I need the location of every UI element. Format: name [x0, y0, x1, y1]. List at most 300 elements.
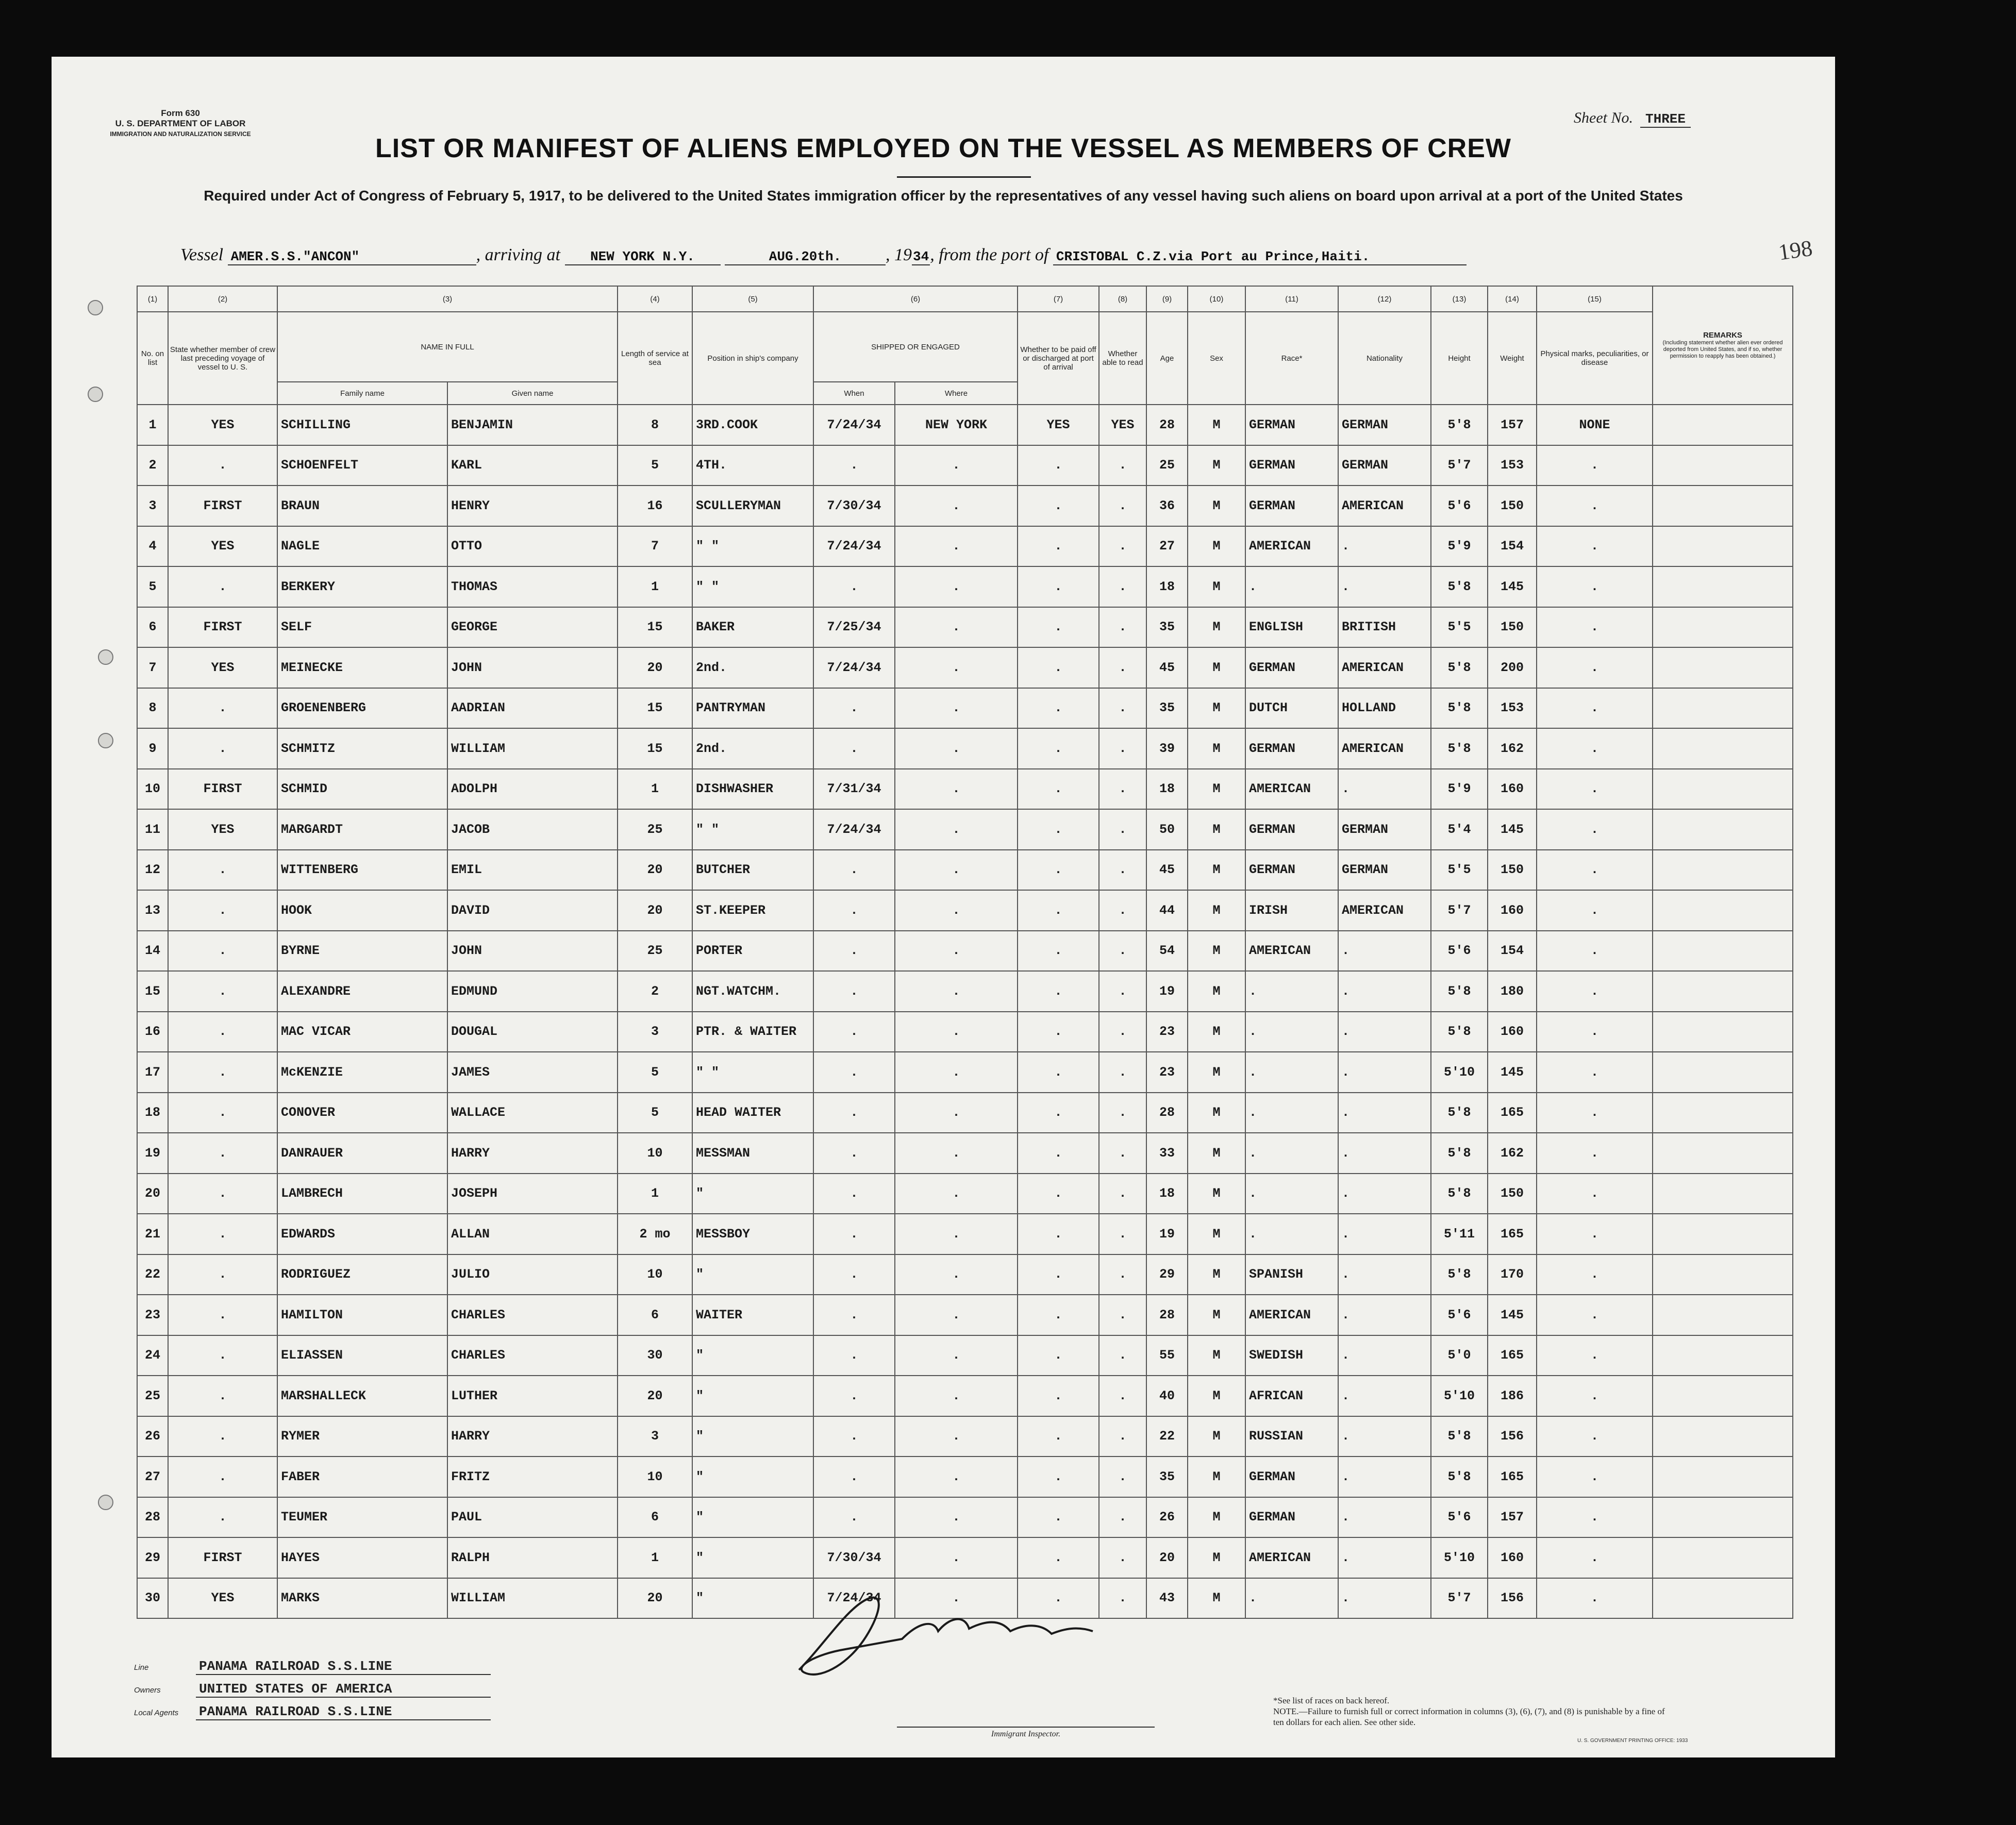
cell-age: 19 — [1146, 1214, 1188, 1254]
cell-length: 16 — [618, 485, 692, 526]
cell-age: 55 — [1146, 1335, 1188, 1376]
cell-age: 35 — [1146, 688, 1188, 729]
cell-given-name: THOMAS — [447, 566, 618, 607]
cell-weight: 154 — [1488, 931, 1537, 972]
vessel-label: Vessel — [180, 245, 224, 264]
cell-race: DUTCH — [1245, 688, 1338, 729]
cell-age: 43 — [1146, 1578, 1188, 1619]
cell-sex: M — [1188, 1537, 1245, 1578]
cell-length: 20 — [618, 850, 692, 891]
col-number: (15) — [1537, 286, 1653, 312]
cell-family-name: FABER — [277, 1456, 447, 1497]
cell-weight: 153 — [1488, 688, 1537, 729]
cell-position: " " — [692, 1052, 813, 1093]
cell-length: 5 — [618, 445, 692, 486]
cell-no: 18 — [137, 1093, 168, 1133]
line-row — [134, 1659, 491, 1675]
cell-physical: . — [1537, 1133, 1653, 1174]
cell-able-to-read: . — [1099, 971, 1146, 1012]
col-number: (13) — [1431, 286, 1488, 312]
cell-sex: M — [1188, 405, 1245, 445]
table-row — [137, 405, 1793, 445]
cell-where: . — [895, 445, 1018, 486]
cell-where: . — [895, 809, 1018, 850]
cell-height: 5'9 — [1431, 769, 1488, 810]
cell-given-name: ALLAN — [447, 1214, 618, 1254]
cell-no: 24 — [137, 1335, 168, 1376]
cell-race: . — [1245, 1133, 1338, 1174]
header-able-to-read: Whether able to read — [1099, 312, 1146, 405]
cell-given-name: WILLIAM — [447, 1578, 618, 1619]
header-race: Race* — [1245, 312, 1338, 405]
cell-able-to-read: . — [1099, 931, 1146, 972]
cell-given-name: AADRIAN — [447, 688, 618, 729]
col-number: (14) — [1488, 286, 1537, 312]
cell-sex: M — [1188, 1456, 1245, 1497]
cell-nationality: GERMAN — [1338, 850, 1431, 891]
agents-value: PANAMA RAILROAD S.S.LINE — [196, 1704, 491, 1720]
cell-remarks — [1653, 1537, 1793, 1578]
cell-length: 10 — [618, 1254, 692, 1295]
header-weight: Weight — [1488, 312, 1537, 405]
cell-age: 45 — [1146, 647, 1188, 688]
cell-able-to-read: . — [1099, 728, 1146, 769]
col-number: (3) — [277, 286, 618, 312]
cell-no: 27 — [137, 1456, 168, 1497]
cell-length: 3 — [618, 1012, 692, 1052]
cell-height: 5'8 — [1431, 728, 1488, 769]
cell-when: . — [813, 1174, 895, 1214]
header-when: When — [813, 382, 895, 405]
cell-position: " — [692, 1578, 813, 1619]
remarks-header — [1653, 286, 1793, 405]
cell-position: 4TH. — [692, 445, 813, 486]
cell-nationality: . — [1338, 1416, 1431, 1457]
cell-weight: 165 — [1488, 1335, 1537, 1376]
cell-no: 1 — [137, 405, 168, 445]
binder-hole — [98, 733, 113, 748]
cell-paid-off: . — [1018, 485, 1099, 526]
cell-sex: M — [1188, 688, 1245, 729]
cell-no: 9 — [137, 728, 168, 769]
cell-position: BAKER — [692, 607, 813, 648]
cell-weight: 153 — [1488, 445, 1537, 486]
cell-position: " — [692, 1416, 813, 1457]
cell-position: " — [692, 1254, 813, 1295]
cell-paid-off: . — [1018, 1497, 1099, 1538]
cell-sex: M — [1188, 1335, 1245, 1376]
cell-weight: 150 — [1488, 485, 1537, 526]
cell-weight: 165 — [1488, 1093, 1537, 1133]
cell-sex: M — [1188, 485, 1245, 526]
col-number: (11) — [1245, 286, 1338, 312]
cell-race: SPANISH — [1245, 1254, 1338, 1295]
cell-physical: . — [1537, 931, 1653, 972]
cell-position: MESSMAN — [692, 1133, 813, 1174]
table-row — [137, 850, 1793, 891]
cell-nationality: GERMAN — [1338, 445, 1431, 486]
cell-position: " — [692, 1174, 813, 1214]
cell-where: . — [895, 1052, 1018, 1093]
cell-paid-off: . — [1018, 1416, 1099, 1457]
cell-age: 23 — [1146, 1052, 1188, 1093]
cell-no: 19 — [137, 1133, 168, 1174]
cell-given-name: ADOLPH — [447, 769, 618, 810]
table-row — [137, 526, 1793, 567]
cell-where: . — [895, 566, 1018, 607]
from-label: , from the port of — [930, 245, 1049, 264]
cell-race: GERMAN — [1245, 405, 1338, 445]
cell-when: . — [813, 1214, 895, 1254]
cell-no: 6 — [137, 607, 168, 648]
table-row — [137, 1093, 1793, 1133]
cell-length: 30 — [618, 1335, 692, 1376]
cell-able-to-read: . — [1099, 688, 1146, 729]
cell-family-name: BERKERY — [277, 566, 447, 607]
header-where: Where — [895, 382, 1018, 405]
cell-height: 5'11 — [1431, 1214, 1488, 1254]
cell-age: 29 — [1146, 1254, 1188, 1295]
cell-state: . — [168, 1254, 277, 1295]
cell-race: GERMAN — [1245, 647, 1338, 688]
cell-state: . — [168, 688, 277, 729]
cell-given-name: PAUL — [447, 1497, 618, 1538]
cell-when: . — [813, 931, 895, 972]
cell-length: 6 — [618, 1295, 692, 1335]
cell-able-to-read: . — [1099, 1012, 1146, 1052]
cell-weight: 160 — [1488, 1537, 1537, 1578]
cell-when: 7/25/34 — [813, 607, 895, 648]
agents-row — [134, 1704, 491, 1720]
cell-sex: M — [1188, 1093, 1245, 1133]
vessel-name-field: AMER.S.S."ANCON" — [228, 249, 476, 265]
table-row — [137, 890, 1793, 931]
cell-no: 20 — [137, 1174, 168, 1214]
cell-position: SCULLERYMAN — [692, 485, 813, 526]
cell-height: 5'8 — [1431, 1254, 1488, 1295]
cell-weight: 156 — [1488, 1416, 1537, 1457]
cell-when: . — [813, 445, 895, 486]
cell-paid-off: . — [1018, 1174, 1099, 1214]
cell-nationality: HOLLAND — [1338, 688, 1431, 729]
cell-where: . — [895, 1456, 1018, 1497]
cell-age: 40 — [1146, 1376, 1188, 1416]
cell-sex: M — [1188, 607, 1245, 648]
vessel-line — [180, 245, 1778, 272]
table-row — [137, 1537, 1793, 1578]
cell-height: 5'8 — [1431, 1174, 1488, 1214]
cell-where: . — [895, 931, 1018, 972]
cell-weight: 186 — [1488, 1376, 1537, 1416]
cell-when: 7/30/34 — [813, 485, 895, 526]
cell-race: . — [1245, 566, 1338, 607]
header-length: Length of service at sea — [618, 312, 692, 405]
col-number: (1) — [137, 286, 168, 312]
table-row — [137, 688, 1793, 729]
cell-when: . — [813, 688, 895, 729]
cell-given-name: WALLACE — [447, 1093, 618, 1133]
table-row — [137, 971, 1793, 1012]
cell-race: GERMAN — [1245, 1456, 1338, 1497]
cell-length: 1 — [618, 1537, 692, 1578]
cell-race: IRISH — [1245, 890, 1338, 931]
cell-remarks — [1653, 526, 1793, 567]
table-row — [137, 1416, 1793, 1457]
cell-physical: . — [1537, 890, 1653, 931]
table-row — [137, 1497, 1793, 1538]
cell-sex: M — [1188, 1214, 1245, 1254]
cell-state: . — [168, 931, 277, 972]
cell-when: . — [813, 1416, 895, 1457]
cell-physical: . — [1537, 850, 1653, 891]
cell-remarks — [1653, 1052, 1793, 1093]
header-position: Position in ship's company — [692, 312, 813, 405]
cell-sex: M — [1188, 1295, 1245, 1335]
cell-weight: 160 — [1488, 1012, 1537, 1052]
cell-weight: 165 — [1488, 1456, 1537, 1497]
cell-remarks — [1653, 1133, 1793, 1174]
cell-no: 5 — [137, 566, 168, 607]
cell-height: 5'6 — [1431, 931, 1488, 972]
cell-family-name: MAC VICAR — [277, 1012, 447, 1052]
cell-given-name: DOUGAL — [447, 1012, 618, 1052]
cell-family-name: RODRIGUEZ — [277, 1254, 447, 1295]
cell-weight: 150 — [1488, 607, 1537, 648]
cell-nationality: . — [1338, 1578, 1431, 1619]
cell-no: 16 — [137, 1012, 168, 1052]
cell-height: 5'9 — [1431, 526, 1488, 567]
cell-length: 2 — [618, 971, 692, 1012]
cell-physical: . — [1537, 1578, 1653, 1619]
remarks-note: (Including statement whether alien ever ordered deported from United States, and if so, whether permission to reapply has been obtained.) — [1662, 340, 1783, 359]
cell-family-name: MARKS — [277, 1578, 447, 1619]
cell-physical: . — [1537, 566, 1653, 607]
cell-position: " " — [692, 809, 813, 850]
cell-race: GERMAN — [1245, 485, 1338, 526]
cell-able-to-read: YES — [1099, 405, 1146, 445]
table-row — [137, 1335, 1793, 1376]
cell-sex: M — [1188, 890, 1245, 931]
cell-height: 5'10 — [1431, 1537, 1488, 1578]
cell-when: . — [813, 890, 895, 931]
cell-race: GERMAN — [1245, 1497, 1338, 1538]
cell-position: PTR. & WAITER — [692, 1012, 813, 1052]
cell-given-name: GEORGE — [447, 607, 618, 648]
cell-race: . — [1245, 1214, 1338, 1254]
cell-paid-off: . — [1018, 1295, 1099, 1335]
cell-family-name: CONOVER — [277, 1093, 447, 1133]
cell-length: 1 — [618, 1174, 692, 1214]
cell-height: 5'8 — [1431, 647, 1488, 688]
col-number: (12) — [1338, 286, 1431, 312]
cell-family-name: BYRNE — [277, 931, 447, 972]
cell-physical: . — [1537, 1052, 1653, 1093]
cell-state: . — [168, 1174, 277, 1214]
cell-physical: . — [1537, 728, 1653, 769]
cell-remarks — [1653, 769, 1793, 810]
cell-length: 10 — [618, 1456, 692, 1497]
cell-state: . — [168, 445, 277, 486]
cell-when: . — [813, 971, 895, 1012]
cell-family-name: MARSHALLECK — [277, 1376, 447, 1416]
cell-weight: 150 — [1488, 1174, 1537, 1214]
cell-race: AFRICAN — [1245, 1376, 1338, 1416]
cell-family-name: RYMER — [277, 1416, 447, 1457]
cell-length: 20 — [618, 1376, 692, 1416]
cell-state: FIRST — [168, 485, 277, 526]
cell-sex: M — [1188, 1174, 1245, 1214]
cell-remarks — [1653, 809, 1793, 850]
cell-remarks — [1653, 1497, 1793, 1538]
cell-able-to-read: . — [1099, 566, 1146, 607]
cell-paid-off: . — [1018, 607, 1099, 648]
cell-given-name: WILLIAM — [447, 728, 618, 769]
page-subtitle: Required under Act of Congress of February 5, 1917, to be delivered to the United States immigration officer by the representatives of any vessel having such aliens on board upon arrival at a port of the United States — [204, 188, 1683, 204]
cell-height: 5'7 — [1431, 1578, 1488, 1619]
crew-rows — [137, 405, 1793, 1618]
cell-physical: . — [1537, 1376, 1653, 1416]
cell-given-name: JOHN — [447, 931, 618, 972]
cell-family-name: SELF — [277, 607, 447, 648]
cell-remarks — [1653, 1335, 1793, 1376]
col-number: (6) — [813, 286, 1018, 312]
cell-paid-off: . — [1018, 1093, 1099, 1133]
cell-physical: . — [1537, 1456, 1653, 1497]
cell-family-name: McKENZIE — [277, 1052, 447, 1093]
cell-state: YES — [168, 405, 277, 445]
cell-race: AMERICAN — [1245, 769, 1338, 810]
arrival-date-field: AUG.20th. — [725, 249, 886, 265]
cell-weight: 160 — [1488, 890, 1537, 931]
cell-weight: 180 — [1488, 971, 1537, 1012]
cell-position: 2nd. — [692, 728, 813, 769]
cell-position: WAITER — [692, 1295, 813, 1335]
cell-position: DISHWASHER — [692, 769, 813, 810]
col-number: (2) — [168, 286, 277, 312]
table-row — [137, 1174, 1793, 1214]
header-no-on-list: No. on list — [137, 312, 168, 405]
cell-family-name: SCHMID — [277, 769, 447, 810]
cell-remarks — [1653, 890, 1793, 931]
cell-state: . — [168, 728, 277, 769]
cell-able-to-read: . — [1099, 1254, 1146, 1295]
cell-where: . — [895, 526, 1018, 567]
cell-position: ST.KEEPER — [692, 890, 813, 931]
cell-physical: . — [1537, 1214, 1653, 1254]
cell-where: . — [895, 647, 1018, 688]
table-row — [137, 1376, 1793, 1416]
cell-physical: . — [1537, 1416, 1653, 1457]
cell-weight: 145 — [1488, 809, 1537, 850]
table-row — [137, 1214, 1793, 1254]
crew-table — [137, 286, 1793, 1619]
cell-physical: . — [1537, 1335, 1653, 1376]
cell-physical: . — [1537, 809, 1653, 850]
cell-length: 6 — [618, 1497, 692, 1538]
cell-race: AMERICAN — [1245, 1537, 1338, 1578]
cell-age: 45 — [1146, 850, 1188, 891]
cell-state: YES — [168, 809, 277, 850]
cell-able-to-read: . — [1099, 1456, 1146, 1497]
cell-able-to-read: . — [1099, 445, 1146, 486]
cell-where: . — [895, 1497, 1018, 1538]
cell-family-name: HAMILTON — [277, 1295, 447, 1335]
cell-able-to-read: . — [1099, 526, 1146, 567]
cell-given-name: JOSEPH — [447, 1174, 618, 1214]
page-title: LIST OR MANIFEST OF ALIENS EMPLOYED ON THE VESSEL AS MEMBERS OF CREW — [375, 133, 1511, 163]
cell-nationality: . — [1338, 1093, 1431, 1133]
cell-position: NGT.WATCHM. — [692, 971, 813, 1012]
cell-length: 3 — [618, 1416, 692, 1457]
table-row — [137, 607, 1793, 648]
cell-physical: . — [1537, 1537, 1653, 1578]
cell-where: . — [895, 1254, 1018, 1295]
cell-given-name: CHARLES — [447, 1335, 618, 1376]
cell-height: 5'6 — [1431, 485, 1488, 526]
cell-state: . — [168, 1497, 277, 1538]
cell-able-to-read: . — [1099, 1537, 1146, 1578]
arriving-label: , arriving at — [476, 245, 560, 264]
cell-nationality: . — [1338, 1214, 1431, 1254]
cell-weight: 150 — [1488, 850, 1537, 891]
cell-age: 25 — [1146, 445, 1188, 486]
cell-able-to-read: . — [1099, 1295, 1146, 1335]
cell-where: NEW YORK — [895, 405, 1018, 445]
cell-position: PANTRYMAN — [692, 688, 813, 729]
cell-where: . — [895, 1012, 1018, 1052]
cell-physical: . — [1537, 647, 1653, 688]
cell-weight: 160 — [1488, 769, 1537, 810]
cell-length: 2 mo — [618, 1214, 692, 1254]
cell-nationality: . — [1338, 971, 1431, 1012]
cell-where: . — [895, 607, 1018, 648]
col-number: (9) — [1146, 286, 1188, 312]
cell-nationality: GERMAN — [1338, 405, 1431, 445]
cell-height: 5'7 — [1431, 890, 1488, 931]
cell-family-name: WITTENBERG — [277, 850, 447, 891]
cell-paid-off: . — [1018, 728, 1099, 769]
cell-remarks — [1653, 1214, 1793, 1254]
agents-label: Local Agents — [134, 1709, 179, 1717]
header-name-in-full: NAME IN FULL — [277, 312, 618, 382]
cell-when: 7/24/34 — [813, 1578, 895, 1619]
cell-race: AMERICAN — [1245, 931, 1338, 972]
cell-remarks — [1653, 607, 1793, 648]
year-prefix: , 19 — [886, 245, 912, 264]
service-name: IMMIGRATION AND NATURALIZATION SERVICE — [110, 130, 251, 138]
cell-physical: . — [1537, 1012, 1653, 1052]
cell-sex: M — [1188, 566, 1245, 607]
owners-row — [134, 1681, 491, 1698]
cell-no: 10 — [137, 769, 168, 810]
arrival-port-field: NEW YORK N.Y. — [565, 249, 721, 265]
cell-where: . — [895, 971, 1018, 1012]
header-state: State whether member of crew last preceding voyage of vessel to U. S. — [168, 312, 277, 405]
header-sex: Sex — [1188, 312, 1245, 405]
cell-remarks — [1653, 1254, 1793, 1295]
cell-sex: M — [1188, 1376, 1245, 1416]
cell-remarks — [1653, 931, 1793, 972]
table-row — [137, 931, 1793, 972]
cell-remarks — [1653, 1416, 1793, 1457]
cell-age: 26 — [1146, 1497, 1188, 1538]
cell-race: GERMAN — [1245, 445, 1338, 486]
cell-given-name: HENRY — [447, 485, 618, 526]
col-number: (4) — [618, 286, 692, 312]
cell-sex: M — [1188, 728, 1245, 769]
cell-physical: . — [1537, 1497, 1653, 1538]
cell-race: . — [1245, 971, 1338, 1012]
